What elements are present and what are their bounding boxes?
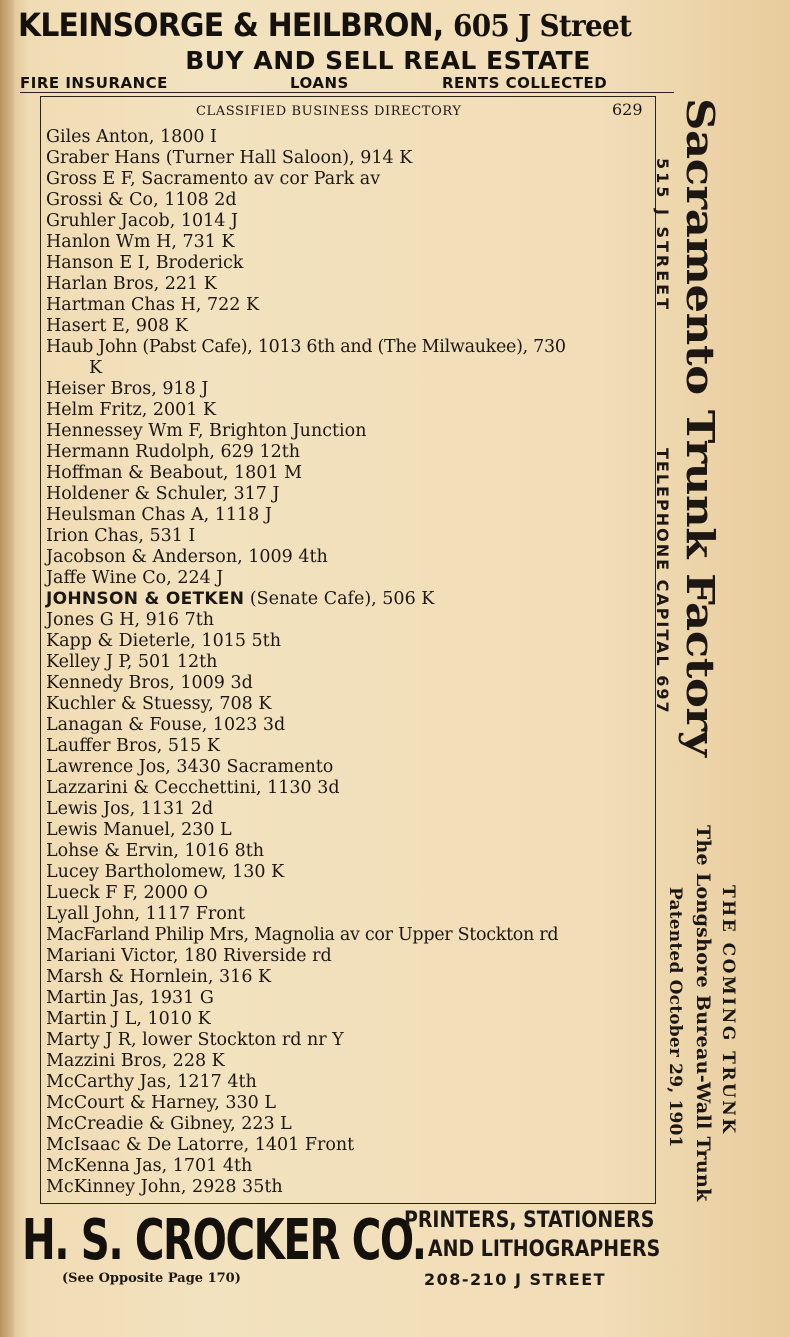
list-item: Kelley J P, 501 12th xyxy=(46,652,218,672)
list-item: Jaffe Wine Co, 224 J xyxy=(46,568,224,588)
list-item: Lauffer Bros, 515 K xyxy=(46,736,220,756)
list-item: Marty J R, lower Stockton rd nr Y xyxy=(46,1030,344,1050)
featured-detail: (Senate Cafe), 506 K xyxy=(244,589,435,609)
list-item: Heiser Bros, 918 J xyxy=(46,379,209,399)
footer-line2: AND LITHOGRAPHERS xyxy=(428,1237,661,1262)
header-services xyxy=(18,74,678,92)
list-item: Harlan Bros, 221 K xyxy=(46,274,217,294)
list-item: Hartman Chas H, 722 K xyxy=(46,295,260,315)
list-item: Hennessey Wm F, Brighton Junction xyxy=(46,421,367,441)
list-item: Martin J L, 1010 K xyxy=(46,1009,211,1029)
list-item: Holdener & Schuler, 317 J xyxy=(46,484,280,504)
directory-entries xyxy=(46,127,651,1198)
side-ad-trunk-name: The Longshore Bureau-Wall Trunk xyxy=(692,825,714,1202)
directory-heading: CLASSIFIED BUSINESS DIRECTORY xyxy=(196,104,462,119)
page-number: 629 xyxy=(612,100,643,119)
list-item: Gross E F, Sacramento av cor Park av xyxy=(46,169,381,189)
header-tagline: BUY AND SELL REAL ESTATE xyxy=(185,46,591,75)
list-item: Mariani Victor, 180 Riverside rd xyxy=(46,946,332,966)
list-item: Jacobson & Anderson, 1009 4th xyxy=(46,547,328,567)
header-rule xyxy=(20,92,674,93)
list-item: McCourt & Harney, 330 L xyxy=(46,1093,276,1113)
list-item: Lawrence Jos, 3430 Sacramento xyxy=(46,757,334,777)
footer-address: 208-210 J STREET xyxy=(424,1270,607,1289)
list-item-featured xyxy=(46,589,651,610)
list-item: Lewis Jos, 1131 2d xyxy=(46,799,214,819)
side-ad-patent: Patented October 29, 1901 xyxy=(665,887,685,1148)
list-item: Kennedy Bros, 1009 3d xyxy=(46,673,253,693)
list-item: Haub John (Pabst Cafe), 1013 6th and (The Milwaukee), 730 xyxy=(46,337,566,357)
list-item: Lazzarini & Cecchettini, 1130 3d xyxy=(46,778,340,798)
header-firm-line xyxy=(18,6,632,46)
list-item: Hanson E I, Broderick xyxy=(46,253,244,273)
list-item: Lucey Bartholomew, 130 K xyxy=(46,862,285,882)
list-item: Heulsman Chas A, 1118 J xyxy=(46,505,272,525)
header-address: 605 J Street xyxy=(453,9,632,44)
list-item: MacFarland Philip Mrs, Magnolia av cor Upper Stockton rd xyxy=(46,925,559,945)
list-item: Helm Fritz, 2001 K xyxy=(46,400,217,420)
side-ad-address: 515 J STREET xyxy=(653,158,672,313)
page-edge xyxy=(0,0,14,1337)
list-item: McKenna Jas, 1701 4th xyxy=(46,1156,253,1176)
list-item: Graber Hans (Turner Hall Saloon), 914 K xyxy=(46,148,413,168)
list-item: Irion Chas, 531 I xyxy=(46,526,196,546)
list-item: Jones G H, 916 7th xyxy=(46,610,215,630)
list-item: McCarthy Jas, 1217 4th xyxy=(46,1072,257,1092)
list-item: Mazzini Bros, 228 K xyxy=(46,1051,225,1071)
list-item: Giles Anton, 1800 I xyxy=(46,127,217,147)
list-item: Lohse & Ervin, 1016 8th xyxy=(46,841,265,861)
list-item-continuation: K xyxy=(89,358,103,378)
side-ad-coming-trunk: THE COMING TRUNK xyxy=(718,885,738,1136)
list-item: Kapp & Dieterle, 1015 5th xyxy=(46,631,281,651)
list-item: Lewis Manuel, 230 L xyxy=(46,820,232,840)
list-item: Lyall John, 1117 Front xyxy=(46,904,246,924)
list-item: Kuchler & Stuessy, 708 K xyxy=(46,694,272,714)
list-item: Gruhler Jacob, 1014 J xyxy=(46,211,238,231)
side-ad-telephone: TELEPHONE CAPITAL 697 xyxy=(653,448,672,715)
side-ad-title: Sacramento Trunk Factory xyxy=(677,98,723,757)
list-item: Hanlon Wm H, 731 K xyxy=(46,232,235,252)
list-item: McIsaac & De Latorre, 1401 Front xyxy=(46,1135,355,1155)
list-item: Hasert E, 908 K xyxy=(46,316,188,336)
header-service-insurance: FIRE INSURANCE xyxy=(20,74,168,92)
footer-company: H. S. CROCKER CO. xyxy=(22,1208,426,1273)
header-service-loans: LOANS xyxy=(290,74,349,92)
featured-name: JOHNSON & OETKEN xyxy=(46,589,245,609)
list-item: Hermann Rudolph, 629 12th xyxy=(46,442,301,462)
list-item: Marsh & Hornlein, 316 K xyxy=(46,967,272,987)
list-item: Hoffman & Beabout, 1801 M xyxy=(46,463,303,483)
footer-line1: PRINTERS, STATIONERS xyxy=(404,1208,655,1233)
list-item: McCreadie & Gibney, 223 L xyxy=(46,1114,292,1134)
list-item: Grossi & Co, 1108 2d xyxy=(46,190,237,210)
header-firm: KLEINSORGE & HEILBRON, xyxy=(18,6,444,44)
list-item: McKinney John, 2928 35th xyxy=(46,1177,283,1197)
list-item: Lanagan & Fouse, 1023 3d xyxy=(46,715,286,735)
list-item: Martin Jas, 1931 G xyxy=(46,988,214,1008)
header-service-rents: RENTS COLLECTED xyxy=(442,74,608,92)
list-item: Lueck F F, 2000 O xyxy=(46,883,208,903)
footer-note: (See Opposite Page 170) xyxy=(62,1271,241,1286)
